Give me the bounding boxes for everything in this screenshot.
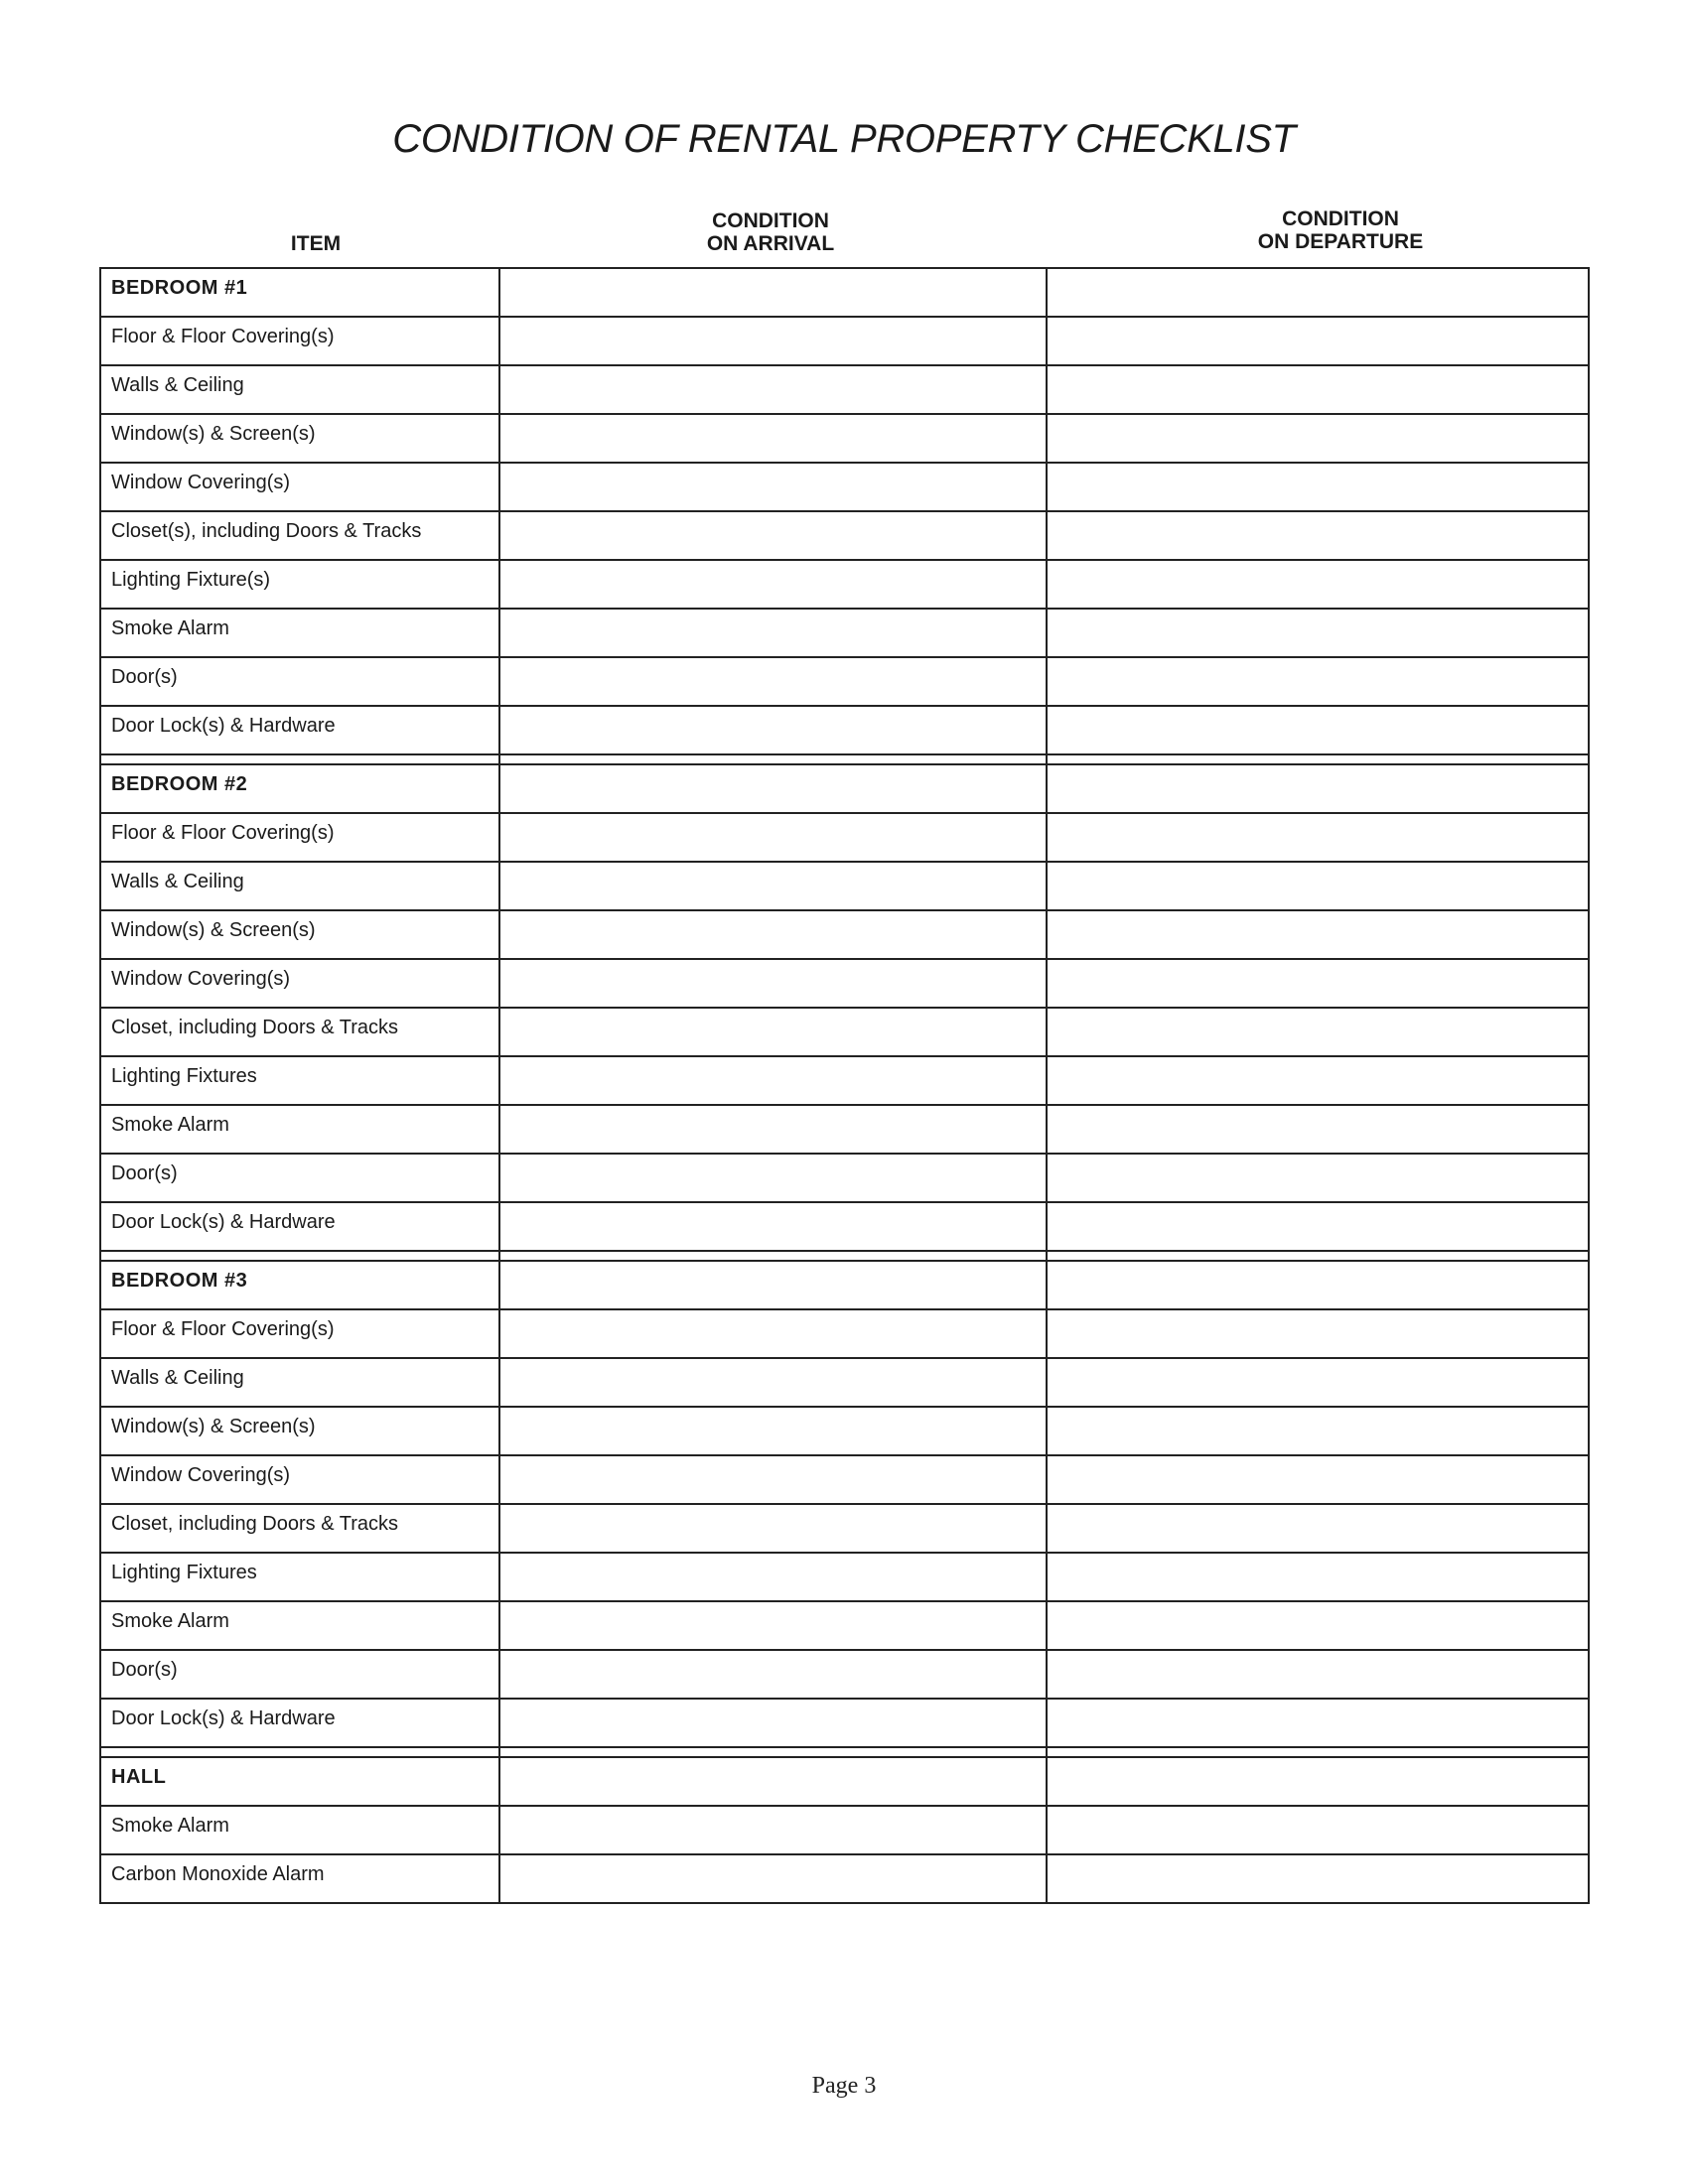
item-cell: Walls & Ceiling — [111, 374, 244, 396]
item-cell: Walls & Ceiling — [111, 871, 244, 892]
section-divider — [101, 753, 1588, 763]
departure-condition-cell[interactable] — [1046, 1310, 1588, 1357]
arrival-condition-cell[interactable] — [498, 318, 1046, 364]
item-cell: BEDROOM #3 — [111, 1270, 248, 1292]
item-cell: Closet, including Doors & Tracks — [111, 1017, 399, 1038]
checklist-row — [101, 1649, 1588, 1698]
checklist-row — [101, 413, 1588, 462]
arrival-condition-cell[interactable] — [498, 415, 1046, 462]
departure-condition-cell[interactable] — [1046, 707, 1588, 753]
divider-cell — [101, 1748, 498, 1756]
arrival-condition-cell[interactable] — [498, 512, 1046, 559]
departure-condition-cell[interactable] — [1046, 1505, 1588, 1552]
departure-condition-cell[interactable] — [1046, 1758, 1588, 1805]
page-number: Page 3 — [811, 2073, 877, 2099]
arrival-condition-cell[interactable] — [498, 1700, 1046, 1746]
departure-condition-cell[interactable] — [1046, 1057, 1588, 1104]
arrival-condition-cell[interactable] — [498, 1057, 1046, 1104]
item-cell: BEDROOM #1 — [111, 277, 248, 299]
checklist-row — [101, 1308, 1588, 1357]
section-header-row — [101, 269, 1588, 316]
departure-condition-cell[interactable] — [1046, 318, 1588, 364]
arrival-condition-cell[interactable] — [498, 1009, 1046, 1055]
item-cell: Door(s) — [111, 1659, 178, 1681]
item-cell: Door(s) — [111, 1162, 178, 1184]
column-header-arrival — [622, 209, 919, 255]
checklist-row — [101, 1406, 1588, 1454]
departure-condition-cell[interactable] — [1046, 415, 1588, 462]
arrival-condition-cell[interactable] — [498, 911, 1046, 958]
arrival-condition-cell[interactable] — [498, 1758, 1046, 1805]
departure-condition-cell[interactable] — [1046, 960, 1588, 1007]
item-cell: Window Covering(s) — [111, 472, 291, 493]
section-header-row — [101, 1260, 1588, 1308]
divider-cell — [498, 755, 1046, 763]
departure-condition-cell[interactable] — [1046, 464, 1588, 510]
column-header-item — [216, 232, 415, 255]
arrival-condition-cell[interactable] — [498, 814, 1046, 861]
arrival-condition-cell[interactable] — [498, 1106, 1046, 1153]
item-cell: Walls & Ceiling — [111, 1367, 244, 1389]
column-header-item-label: ITEM — [290, 232, 342, 255]
checklist-row — [101, 364, 1588, 413]
column-header-arrival-line1: CONDITION — [712, 209, 829, 232]
checklist-row — [101, 1201, 1588, 1250]
departure-condition-cell[interactable] — [1046, 561, 1588, 608]
item-cell: Smoke Alarm — [111, 1815, 229, 1837]
item-cell: Smoke Alarm — [111, 1114, 229, 1136]
item-cell: Closet(s), including Doors & Tracks — [111, 520, 422, 542]
item-cell: Door Lock(s) & Hardware — [111, 1707, 336, 1729]
divider-cell — [1046, 1252, 1588, 1260]
departure-condition-cell[interactable] — [1046, 1807, 1588, 1853]
departure-condition-cell[interactable] — [1046, 269, 1588, 316]
item-cell: Door(s) — [111, 666, 178, 688]
arrival-condition-cell[interactable] — [498, 269, 1046, 316]
departure-condition-cell[interactable] — [1046, 1651, 1588, 1698]
arrival-condition-cell[interactable] — [498, 1651, 1046, 1698]
arrival-condition-cell[interactable] — [498, 1602, 1046, 1649]
checklist-row — [101, 1805, 1588, 1853]
checklist-row — [101, 1552, 1588, 1600]
checklist-row — [101, 958, 1588, 1007]
item-cell: Smoke Alarm — [111, 617, 229, 639]
arrival-condition-cell[interactable] — [498, 765, 1046, 812]
item-cell: Window Covering(s) — [111, 1464, 291, 1486]
item-cell: Floor & Floor Covering(s) — [111, 326, 335, 347]
checklist-row — [101, 462, 1588, 510]
item-cell: BEDROOM #2 — [111, 773, 248, 795]
arrival-condition-cell[interactable] — [498, 366, 1046, 413]
checklist-row — [101, 1104, 1588, 1153]
item-cell: Door Lock(s) & Hardware — [111, 715, 336, 737]
item-cell: Carbon Monoxide Alarm — [111, 1863, 325, 1885]
item-cell: Window(s) & Screen(s) — [111, 919, 316, 941]
arrival-condition-cell[interactable] — [498, 610, 1046, 656]
arrival-condition-cell[interactable] — [498, 1262, 1046, 1308]
checklist-row — [101, 1698, 1588, 1746]
arrival-condition-cell[interactable] — [498, 863, 1046, 909]
departure-condition-cell[interactable] — [1046, 1554, 1588, 1600]
departure-condition-cell[interactable] — [1046, 1262, 1588, 1308]
departure-condition-cell[interactable] — [1046, 1700, 1588, 1746]
checklist-row — [101, 812, 1588, 861]
departure-condition-cell[interactable] — [1046, 1203, 1588, 1250]
arrival-condition-cell[interactable] — [498, 464, 1046, 510]
departure-condition-cell[interactable] — [1046, 814, 1588, 861]
page-title: CONDITION OF RENTAL PROPERTY CHECKLIST — [392, 117, 1296, 161]
checklist-row — [101, 1007, 1588, 1055]
departure-condition-cell[interactable] — [1046, 1106, 1588, 1153]
departure-condition-cell[interactable] — [1046, 1359, 1588, 1406]
arrival-condition-cell[interactable] — [498, 1554, 1046, 1600]
departure-condition-cell[interactable] — [1046, 610, 1588, 656]
arrival-condition-cell[interactable] — [498, 1807, 1046, 1853]
item-cell: Lighting Fixtures — [111, 1065, 257, 1087]
checklist-row — [101, 608, 1588, 656]
arrival-condition-cell[interactable] — [498, 1505, 1046, 1552]
departure-condition-cell[interactable] — [1046, 1602, 1588, 1649]
arrival-condition-cell[interactable] — [498, 960, 1046, 1007]
item-cell: Smoke Alarm — [111, 1610, 229, 1632]
column-header-departure — [1167, 207, 1514, 253]
checklist-row — [101, 316, 1588, 364]
arrival-condition-cell[interactable] — [498, 1855, 1046, 1902]
checklist-table — [99, 267, 1590, 1904]
departure-condition-cell[interactable] — [1046, 1408, 1588, 1454]
item-cell: Window Covering(s) — [111, 968, 291, 990]
departure-condition-cell[interactable] — [1046, 512, 1588, 559]
item-cell: Window(s) & Screen(s) — [111, 423, 316, 445]
arrival-condition-cell[interactable] — [498, 1203, 1046, 1250]
arrival-condition-cell[interactable] — [498, 1408, 1046, 1454]
item-cell: Closet, including Doors & Tracks — [111, 1513, 399, 1535]
divider-cell — [1046, 1748, 1588, 1756]
section-header-row — [101, 763, 1588, 812]
divider-cell — [101, 1252, 498, 1260]
arrival-condition-cell[interactable] — [498, 707, 1046, 753]
section-divider — [101, 1746, 1588, 1756]
arrival-condition-cell[interactable] — [498, 658, 1046, 705]
arrival-condition-cell[interactable] — [498, 1456, 1046, 1503]
divider-cell — [1046, 755, 1588, 763]
item-cell: Floor & Floor Covering(s) — [111, 1318, 335, 1340]
checklist-row — [101, 559, 1588, 608]
arrival-condition-cell[interactable] — [498, 1310, 1046, 1357]
departure-condition-cell[interactable] — [1046, 658, 1588, 705]
checklist-row — [101, 1600, 1588, 1649]
departure-condition-cell[interactable] — [1046, 1456, 1588, 1503]
divider-cell — [498, 1252, 1046, 1260]
checklist-row — [101, 1055, 1588, 1104]
divider-cell — [498, 1748, 1046, 1756]
item-cell: Door Lock(s) & Hardware — [111, 1211, 336, 1233]
column-header-arrival-line2: ON ARRIVAL — [706, 232, 835, 255]
column-header-departure-line2: ON DEPARTURE — [1257, 230, 1424, 253]
arrival-condition-cell[interactable] — [498, 1359, 1046, 1406]
item-cell: HALL — [111, 1766, 167, 1788]
checklist-row — [101, 1454, 1588, 1503]
arrival-condition-cell[interactable] — [498, 1155, 1046, 1201]
departure-condition-cell[interactable] — [1046, 1155, 1588, 1201]
departure-condition-cell[interactable] — [1046, 765, 1588, 812]
checklist-row — [101, 1503, 1588, 1552]
arrival-condition-cell[interactable] — [498, 561, 1046, 608]
departure-condition-cell[interactable] — [1046, 863, 1588, 909]
item-cell: Lighting Fixture(s) — [111, 569, 271, 591]
section-header-row — [101, 1756, 1588, 1805]
checklist-row — [101, 510, 1588, 559]
checklist-row — [101, 1853, 1588, 1902]
departure-condition-cell[interactable] — [1046, 366, 1588, 413]
checklist-row — [101, 705, 1588, 753]
checklist-row — [101, 909, 1588, 958]
checklist-row — [101, 656, 1588, 705]
departure-condition-cell[interactable] — [1046, 911, 1588, 958]
divider-cell — [101, 755, 498, 763]
checklist-row — [101, 1153, 1588, 1201]
departure-condition-cell[interactable] — [1046, 1009, 1588, 1055]
item-cell: Lighting Fixtures — [111, 1562, 257, 1583]
checklist-row — [101, 861, 1588, 909]
checklist-row — [101, 1357, 1588, 1406]
section-divider — [101, 1250, 1588, 1260]
item-cell: Floor & Floor Covering(s) — [111, 822, 335, 844]
column-header-departure-line1: CONDITION — [1282, 207, 1399, 230]
departure-condition-cell[interactable] — [1046, 1855, 1588, 1902]
item-cell: Window(s) & Screen(s) — [111, 1416, 316, 1437]
